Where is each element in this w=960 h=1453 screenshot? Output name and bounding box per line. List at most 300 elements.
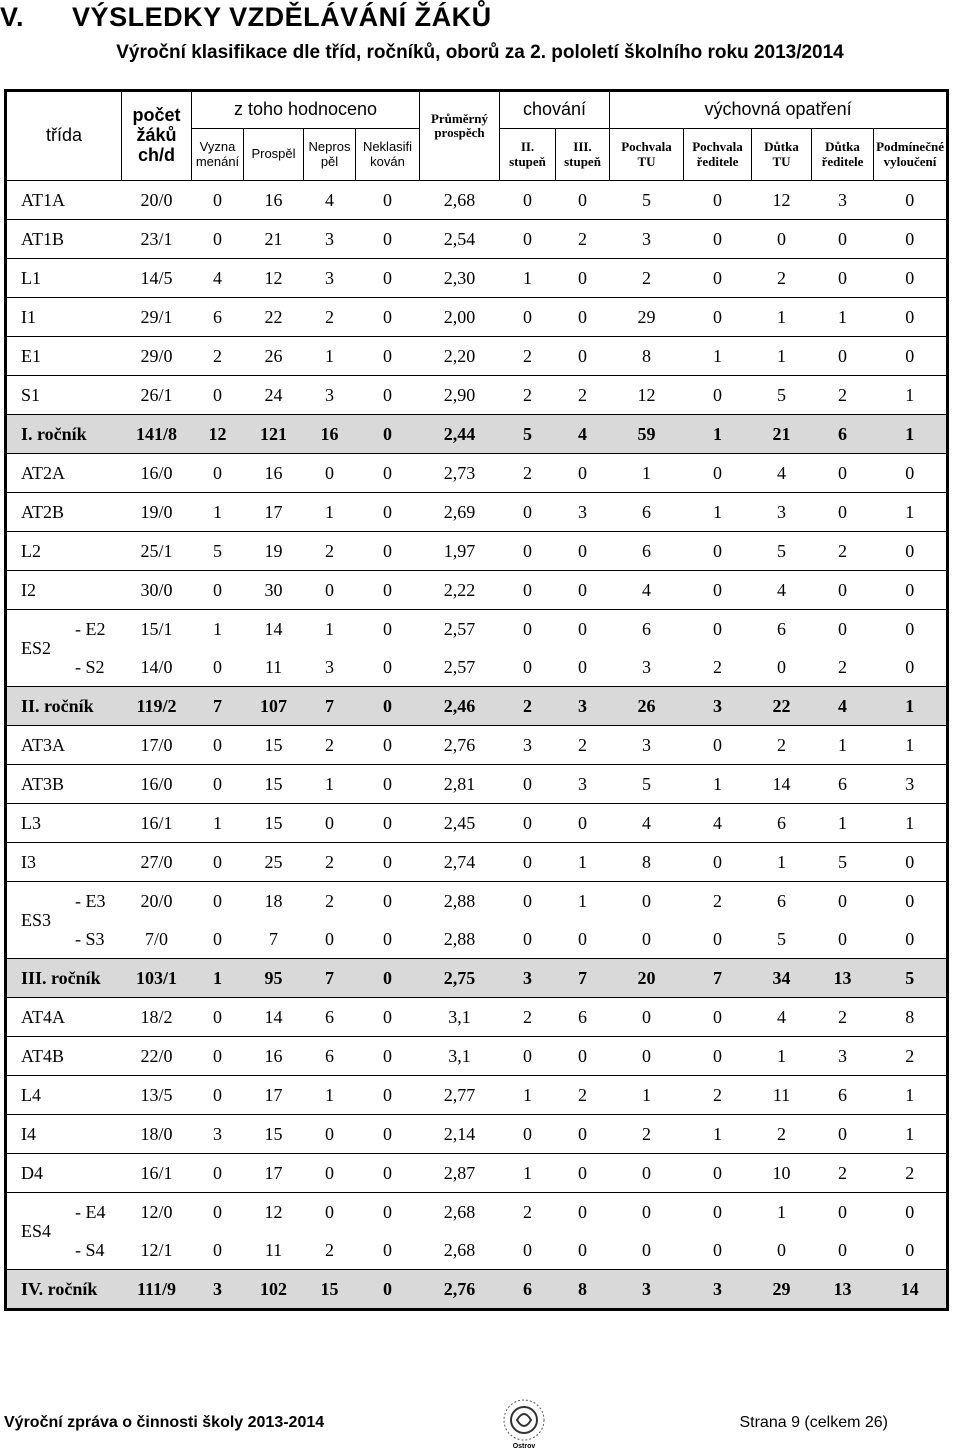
table-cell: 1,97 [420,532,500,571]
table-cell: 0 [192,882,244,921]
header-prospel: Prospěl [244,129,304,181]
table-cell: 4 [752,998,812,1037]
table-cell: 2 [684,1076,752,1115]
header-neklasifikovan-2: kován [370,153,405,169]
table-cell: 3 [812,181,874,220]
table-cell: 16/0 [122,765,192,804]
table-cell: 0 [356,1193,420,1232]
header-ii-stupen-1: II. [520,139,535,155]
table-cell: 23/1 [122,220,192,259]
table-cell: 5 [812,843,874,882]
table-cell: 18 [244,882,304,921]
table-cell: 0 [304,1154,356,1193]
header-pocet-3: ch/d [137,144,175,165]
row-subgroup-name: - E4 [75,1202,106,1222]
table-cell: 0 [192,648,244,687]
table-cell: 3 [304,376,356,415]
table-cell: 0 [356,532,420,571]
table-cell: 29 [610,298,684,337]
table-cell: 2,73 [420,454,500,493]
table-cell: 0 [356,337,420,376]
table-cell: 0 [752,648,812,687]
header-iii-stupen-1: III. [573,139,592,155]
table-cell: 0 [556,571,610,610]
table-row [6,454,948,493]
table-cell: 2,68 [420,181,500,220]
table-cell: 16/1 [122,1154,192,1193]
table-cell: 0 [500,181,556,220]
table-cell: 2 [500,454,556,493]
row-class-name: AT1B [6,220,122,259]
row-class-name: L2 [6,532,122,571]
table-cell: 6 [192,298,244,337]
table-cell: 30/0 [122,571,192,610]
row-class-name: L3 [6,804,122,843]
table-cell: 16 [244,1037,304,1076]
table-row [6,765,948,804]
row-class-name: AT4B [6,1037,122,1076]
row-class-name: S1 [6,376,122,415]
row-class-name [6,882,122,930]
table-cell: 0 [874,337,948,376]
table-cell: 6 [610,493,684,532]
table-cell: 4 [752,571,812,610]
table-cell: 141/8 [122,415,192,454]
table-cell: 15 [244,765,304,804]
table-cell: 0 [500,1037,556,1076]
table-cell: 5 [610,181,684,220]
table-cell: 22 [752,687,812,726]
table-cell: 2 [556,376,610,415]
table-cell: 2,87 [420,1154,500,1193]
table-cell: 3 [812,1037,874,1076]
table-cell: 0 [192,998,244,1037]
table-cell: 0 [304,571,356,610]
row-group-name: ES3 [21,910,52,930]
table-cell: 6 [500,1270,556,1310]
row-class-name [6,1231,122,1270]
header-vyznamenani [192,129,244,181]
table-cell: 0 [874,298,948,337]
grade-summary-row [6,687,948,726]
table-cell: 2,44 [420,415,500,454]
table-cell: 1 [684,765,752,804]
table-cell: 2 [874,1154,948,1193]
table-cell: 0 [356,1037,420,1076]
table-cell: 6 [304,998,356,1037]
table-cell: 0 [874,843,948,882]
header-dutka-reditele-2: ředitele [821,153,864,169]
table-cell: 0 [610,1154,684,1193]
table-cell: 4 [556,415,610,454]
table-cell: 0 [684,220,752,259]
table-cell: 6 [304,1037,356,1076]
footer-page-number: Strana 9 (celkem 26) [739,1414,888,1431]
table-cell: 0 [812,1231,874,1270]
table-cell: 26 [610,687,684,726]
table-cell: 13 [812,1270,874,1310]
table-cell: 2 [684,648,752,687]
table-cell: 0 [874,571,948,610]
table-cell: 0 [356,843,420,882]
table-cell: 2 [304,882,356,921]
table-cell: 0 [500,532,556,571]
table-cell: 17 [244,493,304,532]
table-cell: 2,88 [420,920,500,959]
table-cell: 0 [812,1193,874,1232]
table-cell: 0 [684,298,752,337]
table-cell: 2,74 [420,843,500,882]
row-class-name: I1 [6,298,122,337]
table-cell: 5 [752,532,812,571]
header-prumer-2: prospěch [434,125,485,141]
table-cell: 1 [874,1115,948,1154]
table-cell: 1 [752,298,812,337]
table-cell: 0 [356,726,420,765]
table-cell: 4 [304,181,356,220]
table-cell: 20/0 [122,181,192,220]
table-cell: 0 [356,571,420,610]
table-cell: 3 [684,1270,752,1310]
table-cell: 16/0 [122,454,192,493]
table-cell: 1 [304,1076,356,1115]
table-cell: 7/0 [122,920,192,959]
table-cell: 0 [500,648,556,687]
table-cell: 11 [244,1231,304,1270]
table-cell: 16/1 [122,804,192,843]
table-cell: 0 [304,1115,356,1154]
table-cell: 0 [556,1154,610,1193]
table-cell: 4 [610,804,684,843]
table-cell: 13 [812,959,874,998]
table-cell: 8 [874,998,948,1037]
row-group-name: ES2 [21,638,52,658]
table-cell: 1 [304,765,356,804]
table-cell: 0 [304,920,356,959]
table-cell: 2 [812,376,874,415]
table-cell: 7 [304,959,356,998]
table-cell: 25 [244,843,304,882]
table-cell: 0 [356,804,420,843]
table-cell: 0 [356,882,420,921]
table-cell: 0 [192,765,244,804]
table-cell: 0 [556,181,610,220]
table-cell: 30 [244,571,304,610]
table-cell: 0 [556,1115,610,1154]
table-cell: 2 [500,687,556,726]
table-cell: 0 [684,843,752,882]
table-cell: 0 [500,843,556,882]
table-row [6,376,948,415]
table-cell: 0 [874,454,948,493]
table-cell: 0 [500,920,556,959]
table-cell: 2 [752,259,812,298]
table-cell: 1 [684,415,752,454]
header-pochvala-reditele-1: Pochvala [692,139,743,155]
table-cell: 1 [304,493,356,532]
table-cell: 26/1 [122,376,192,415]
table-cell: 6 [610,610,684,649]
table-row [6,571,948,610]
table-cell: 1 [500,1154,556,1193]
table-cell: 3 [752,493,812,532]
table-cell: 1 [192,493,244,532]
table-row [6,298,948,337]
table-cell: 6 [752,804,812,843]
table-row [6,1037,948,1076]
table-cell: 2 [874,1037,948,1076]
row-class-name: AT2B [6,493,122,532]
table-cell: 2,30 [420,259,500,298]
table-cell: 1 [752,843,812,882]
table-cell: 0 [684,920,752,959]
table-cell: 2,54 [420,220,500,259]
table-cell: 1 [874,415,948,454]
results-table [4,89,949,1311]
table-cell: 3,1 [420,998,500,1037]
table-cell: 1 [874,376,948,415]
table-cell: 29/1 [122,298,192,337]
table-cell: 0 [356,298,420,337]
table-cell: 3 [500,726,556,765]
table-cell: 0 [556,454,610,493]
table-cell: 4 [684,804,752,843]
table-cell: 12 [752,181,812,220]
row-class-name [6,648,122,687]
table-cell: 2,77 [420,1076,500,1115]
table-cell: 0 [356,259,420,298]
table-cell: 0 [500,571,556,610]
table-cell: 0 [812,571,874,610]
table-cell: 0 [684,181,752,220]
table-cell: 34 [752,959,812,998]
table-cell: 6 [752,610,812,649]
table-cell: 0 [192,920,244,959]
table-row [6,1115,948,1154]
results-table-container [4,89,944,1325]
table-cell: 0 [874,532,948,571]
table-cell: 1 [556,882,610,921]
table-cell: 3 [556,765,610,804]
table-cell: 0 [684,532,752,571]
table-cell: 119/2 [122,687,192,726]
table-cell: 2 [556,726,610,765]
table-cell: 0 [684,610,752,649]
table-cell: 59 [610,415,684,454]
header-pochvala-reditele [684,129,752,181]
table-cell: 3 [610,726,684,765]
table-cell: 0 [500,765,556,804]
table-cell: 0 [192,843,244,882]
table-cell: 0 [192,220,244,259]
table-cell: 2 [752,1115,812,1154]
header-podminecne-2: vyloučení [883,153,937,169]
table-cell: 0 [500,220,556,259]
table-cell: 0 [192,181,244,220]
table-row [6,804,948,843]
table-cell: 1 [812,726,874,765]
table-cell: 4 [192,259,244,298]
table-cell: 17 [244,1154,304,1193]
table-cell: 2 [610,1115,684,1154]
table-cell: 0 [874,181,948,220]
table-cell: 2,69 [420,493,500,532]
header-dutka-tu-2: TU [772,153,791,169]
table-cell: 2,20 [420,337,500,376]
row-class-name [6,1193,122,1241]
header-pochvala-tu-1: Pochvala [621,139,672,155]
table-cell: 3 [556,687,610,726]
table-cell: 6 [752,882,812,921]
table-cell: 0 [500,1231,556,1270]
table-row [6,493,948,532]
table-row [6,882,948,921]
table-cell: 0 [752,220,812,259]
header-trida: třída [6,91,122,181]
grade-summary-row [6,415,948,454]
table-cell: 7 [684,959,752,998]
table-cell: 2 [752,726,812,765]
table-cell: 0 [356,1115,420,1154]
table-cell: 2,75 [420,959,500,998]
table-row [6,843,948,882]
table-cell: 0 [556,920,610,959]
header-ii-stupen-2: stupeň [509,153,546,169]
row-class-name: IV. ročník [6,1270,122,1310]
table-cell: 3 [304,648,356,687]
table-cell: 0 [192,1076,244,1115]
row-class-name: II. ročník [6,687,122,726]
table-cell: 0 [684,454,752,493]
table-cell: 103/1 [122,959,192,998]
header-z-toho: z toho hodnoceno [192,91,420,129]
row-class-name: E1 [6,337,122,376]
table-cell: 5 [500,415,556,454]
table-cell: 0 [556,1231,610,1270]
table-cell: 3 [610,1270,684,1310]
table-cell: 0 [556,1193,610,1232]
table-cell: 2,00 [420,298,500,337]
table-cell: 3 [192,1115,244,1154]
header-neprospel-2: pěl [320,153,339,169]
table-cell: 2 [192,337,244,376]
table-cell: 2,57 [420,610,500,649]
row-class-name: I3 [6,843,122,882]
table-cell: 8 [610,843,684,882]
table-cell: 107 [244,687,304,726]
table-cell: 16 [244,181,304,220]
table-cell: 2,68 [420,1193,500,1232]
table-cell: 0 [684,571,752,610]
table-cell: 0 [874,882,948,921]
table-cell: 7 [556,959,610,998]
header-pocet-1: počet [132,105,181,126]
table-cell: 1 [874,1076,948,1115]
table-cell: 15 [304,1270,356,1310]
table-cell: 6 [610,532,684,571]
row-class-name: AT1A [6,181,122,220]
table-cell: 2 [556,1076,610,1115]
grade-summary-row [6,959,948,998]
table-cell: 0 [556,532,610,571]
table-cell: 25/1 [122,532,192,571]
table-cell: 27/0 [122,843,192,882]
table-cell: 4 [752,454,812,493]
table-cell: 12/1 [122,1231,192,1270]
footer-report-title: Výroční zpráva o činnosti školy 2013-2014 [4,1414,325,1431]
table-cell: 5 [874,959,948,998]
row-class-name: D4 [6,1154,122,1193]
table-cell: 1 [304,610,356,649]
table-cell: 2 [304,726,356,765]
table-cell: 0 [356,220,420,259]
table-cell: 14/5 [122,259,192,298]
table-cell: 0 [192,1037,244,1076]
table-cell: 0 [356,765,420,804]
table-row [6,181,948,220]
table-cell: 2 [500,998,556,1037]
table-cell: 0 [356,454,420,493]
table-cell: 0 [500,882,556,921]
header-iii-stupen-2: stupeň [564,153,601,169]
table-cell: 0 [356,1270,420,1310]
table-cell: 0 [356,1076,420,1115]
table-subtitle: Výroční klasifikace dle tříd, ročníků, oborů za 2. pololetí školního roku 2013/2014 [116,42,844,63]
header-neklasifikovan-1: Neklasifi [362,139,413,155]
table-cell: 2,68 [420,1231,500,1270]
table-cell: 0 [356,998,420,1037]
table-cell: 0 [610,1231,684,1270]
table-cell: 0 [500,610,556,649]
table-cell: 21 [244,220,304,259]
table-cell: 0 [874,610,948,649]
table-cell: 0 [812,610,874,649]
table-cell: 0 [556,1037,610,1076]
table-cell: 121 [244,415,304,454]
table-cell: 2,45 [420,804,500,843]
table-cell: 1 [192,804,244,843]
table-cell: 0 [192,1231,244,1270]
table-row [6,1076,948,1115]
table-cell: 0 [356,610,420,649]
table-cell: 19 [244,532,304,571]
table-cell: 0 [500,804,556,843]
table-cell: 12/0 [122,1193,192,1232]
table-cell: 0 [192,726,244,765]
row-class-name: I4 [6,1115,122,1154]
table-cell: 0 [192,376,244,415]
header-prumer-1: Průměrný [430,111,489,126]
header-iii-stupen [556,129,610,181]
row-subgroup-name: - S4 [75,1240,105,1260]
row-subgroup-name: - E2 [75,619,106,639]
table-row [6,610,948,649]
table-cell: 0 [304,804,356,843]
table-cell: 11 [752,1076,812,1115]
table-cell: 3 [500,959,556,998]
header-pocet-2: žáků [136,125,177,146]
table-cell: 2,88 [420,882,500,921]
table-cell: 12 [192,415,244,454]
table-cell: 0 [356,415,420,454]
table-row [6,337,948,376]
table-cell: 17 [244,1076,304,1115]
table-cell: 2 [812,998,874,1037]
header-vyznamenani-2: menání [195,153,240,169]
table-cell: 0 [610,998,684,1037]
table-row [6,1231,948,1270]
table-cell: 6 [556,998,610,1037]
